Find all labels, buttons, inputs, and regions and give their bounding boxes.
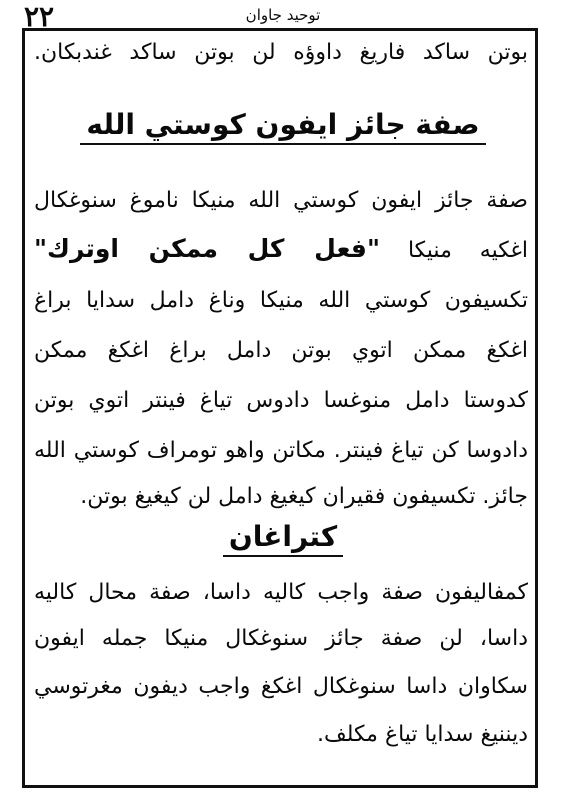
body-line: صفة جائز ايفون كوستي الله منيكا ناموغ سنوغكال [34, 188, 528, 213]
quote-mark: " [34, 234, 48, 263]
intro-line: بوتن ساكد فاريغ داوؤه لن بوتن ساكد غندبكان. [34, 40, 528, 65]
section-heading-2 [0, 520, 566, 553]
body-line: داسا، لن صفة جائز سنوغكال منيكا جمله ايفون [34, 626, 528, 651]
body-line: كمفاليفون صفة واجب كاليه داسا، صفة محال كاليه [34, 580, 528, 605]
page-number: ٢٢ [24, 0, 55, 33]
section-heading-1 [0, 108, 566, 141]
body-line: كدوستا دامل منوغسا دادوس تياغ فينتر اتوي بوتن [34, 388, 528, 413]
emphasized-phrase: فعل كل ممكن اوترك [47, 234, 367, 263]
body-line: تكسيفون كوستي الله منيكا وناغ دامل سدايا براغ [34, 288, 528, 313]
section-heading-2-text: كتراغان [223, 520, 343, 557]
body-line: سكاوان داسا سنوغكال اغكغ واجب ديفون مغرتوسي [34, 674, 528, 699]
body-line-mixed [34, 234, 528, 266]
running-title: توحيد جاوان [245, 6, 321, 24]
body-line: جائز. تكسيفون فقيران كيغيغ دامل لن كيغيغ بوتن. [80, 484, 528, 509]
quote-mark: " [366, 234, 380, 263]
body-line: اغكغ ممكن اتوي بوتن دامل براغ اغكغ ممكن [34, 338, 528, 363]
body-line: دادوسا كن تياغ فينتر. مكاتن واهو تومراف كوستي الله [34, 438, 528, 463]
body-line: ديننيغ سدايا تياغ مكلف. [316, 722, 528, 747]
body-text: اغكيه منيكا [407, 238, 528, 263]
section-heading-1-text: صفة جائز ايفون كوستي الله [80, 108, 485, 145]
